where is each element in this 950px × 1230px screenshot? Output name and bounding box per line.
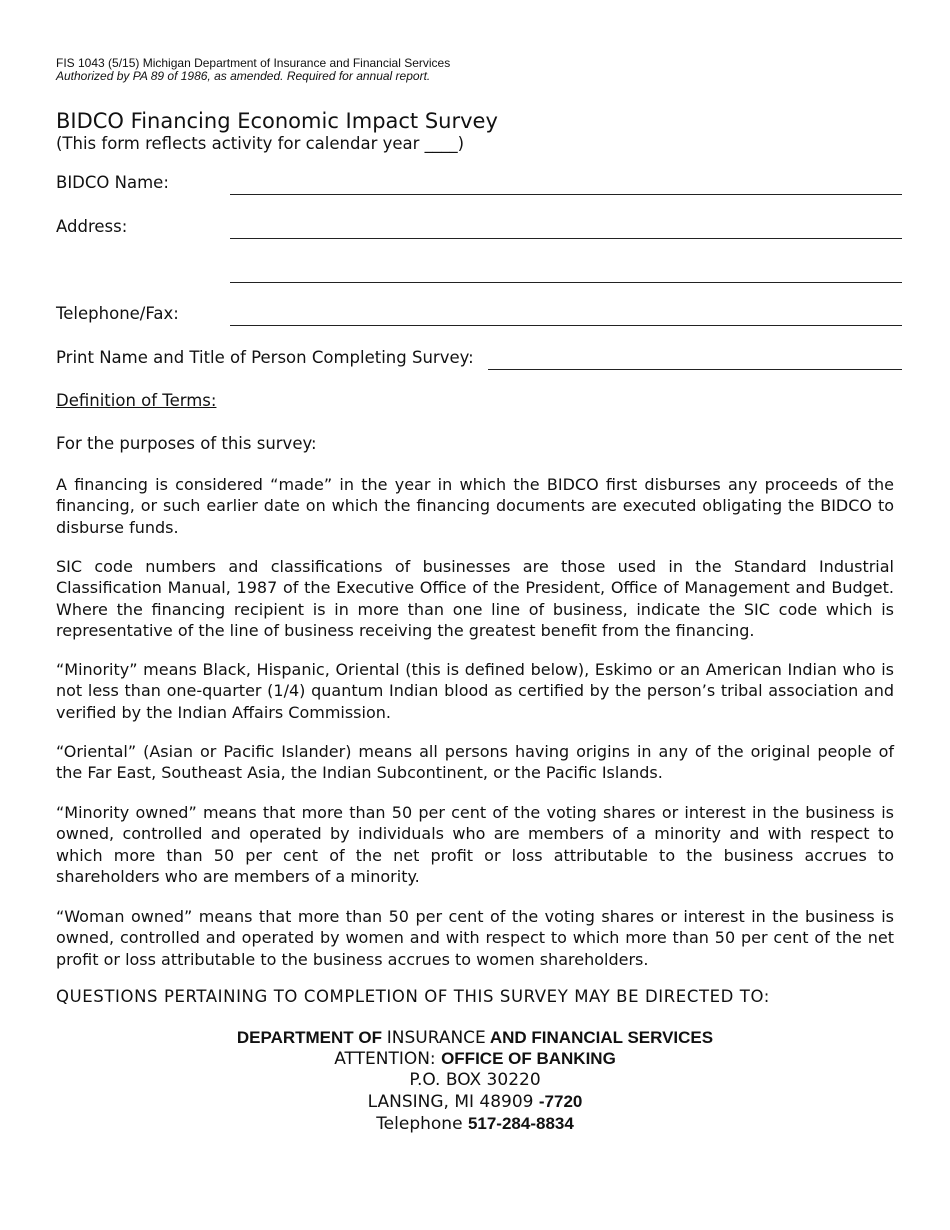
telephone-label: Telephone/Fax: xyxy=(56,304,179,323)
definition-paragraph: SIC code numbers and classifications of businesses are those used in the Standard Industrial Classification Manual, 1987 of the Executive Office of the President, Office of Management and Budget. Where the financing recipient is in more than one line of business, indicate the SIC code which is representative of the line of business receiving the greatest benefit from the financing. xyxy=(56,557,894,640)
attention-office: OFFICE OF BANKING xyxy=(441,1049,616,1068)
address-line-2-field[interactable] xyxy=(230,282,902,283)
bidco-name-label: BIDCO Name: xyxy=(56,173,169,192)
contact-department xyxy=(27,1027,923,1049)
form-id-line: FIS 1043 (5/15) Michigan Department of Insurance and Financial Services xyxy=(56,56,451,70)
person-completing-field[interactable] xyxy=(488,369,902,370)
definition-paragraph: “Woman owned” means that more than 50 per cent of the voting shares or interest in the business is owned, controlled and operated by women and with respect to which more than 50 per cent of the net profit or loss attributable to the business accrues to women shareholders. xyxy=(56,907,894,969)
bidco-name-field[interactable] xyxy=(230,194,902,195)
telephone-number: 517-284-8834 xyxy=(467,1114,574,1133)
dept-bold-2: AND FINANCIAL SERVICES xyxy=(485,1028,714,1047)
contact-po-box: P.O. BOX 30220 xyxy=(409,1070,541,1090)
definition-paragraph: “Oriental” (Asian or Pacific Islander) means all persons having origins in any of the original people of the Far East, Southeast Asia, the Indian Subcontinent, or the Pacific Islands. xyxy=(56,742,894,783)
person-completing-label: Print Name and Title of Person Completing Survey: xyxy=(56,348,474,367)
definition-intro: For the purposes of this survey: xyxy=(56,434,317,453)
dept-regular: INSURANCE xyxy=(386,1028,486,1048)
definition-heading: Definition of Terms: xyxy=(56,391,217,410)
definition-paragraph: A financing is considered “made” in the year in which the BIDCO first disburses any proceeds of the financing, or such earlier date on which the financing documents are executed obligating the BIDCO to disburse funds. xyxy=(56,475,894,537)
definition-paragraph: “Minority” means Black, Hispanic, Oriental (this is defined below), Eskimo or an American Indian who is not less than one-quarter (1/4) quantum Indian blood as certified by the person’s tribal association and verified by the Indian Affairs Commission. xyxy=(56,660,894,722)
authorized-line: Authorized by PA 89 of 1986, as amended. Required for annual report. xyxy=(56,69,431,83)
contact-city xyxy=(27,1091,923,1113)
telephone-label-text: Telephone xyxy=(376,1114,468,1134)
address-label: Address: xyxy=(56,217,128,236)
address-line-1-field[interactable] xyxy=(230,238,902,239)
dept-bold-1: DEPARTMENT OF xyxy=(236,1028,387,1047)
definition-paragraph: “Minority owned” means that more than 50 per cent of the voting shares or interest in the business is owned, controlled and operated by individuals who are members of a minority and with respect to which more than 50 per cent of the net profit or loss attributable to the business accrues to shareholders who are members of a minority. xyxy=(56,803,894,886)
contact-attention xyxy=(27,1048,923,1070)
page-subtitle: (This form reflects activity for calendar year ____) xyxy=(56,134,465,153)
contact-telephone xyxy=(27,1113,923,1135)
attention-label: ATTENTION: xyxy=(334,1049,442,1069)
zip-suffix: -7720 xyxy=(538,1092,583,1111)
page-title: BIDCO Financing Economic Impact Survey xyxy=(56,109,498,133)
telephone-field[interactable] xyxy=(230,325,902,326)
city-text: LANSING, MI 48909 xyxy=(367,1092,539,1112)
questions-heading: QUESTIONS PERTAINING TO COMPLETION OF THIS SURVEY MAY BE DIRECTED TO: xyxy=(56,987,770,1006)
